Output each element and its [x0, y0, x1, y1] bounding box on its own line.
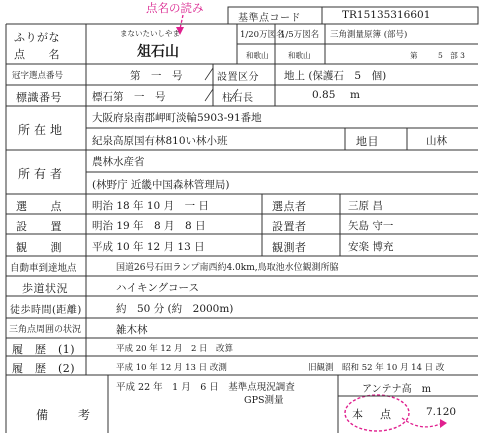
hist1-value: 平成 20 年 12 月 2 日 改算	[116, 344, 234, 354]
remarks-line1: 平成 22 年 1 月 6 日 基準点現況調査	[116, 382, 295, 393]
land-value: 山林	[426, 135, 447, 147]
remarks-label: 備 考	[36, 408, 93, 422]
time-value: 約 50 分 (約 2000m)	[116, 303, 234, 315]
location-line2: 紀泉高原国有林810い林小班	[92, 135, 228, 147]
sign-label: 標識番号	[16, 91, 62, 104]
setup-person-label: 設置者	[272, 220, 307, 233]
furigana-label: ふりがな	[14, 31, 60, 44]
select-date: 明治 18 年 10 月 一 日	[92, 200, 209, 212]
owner-line2: (林野庁 近畿中国森林管理局)	[92, 179, 230, 191]
owner-label: 所有者	[18, 167, 67, 181]
antenna-label: アンテナ高 m	[362, 384, 432, 395]
install-label: 設置区分	[217, 72, 259, 83]
map20-label: 1/20万図名	[240, 30, 285, 40]
location-label: 所在地	[18, 123, 67, 137]
select-person: 三原 昌	[348, 200, 383, 212]
walk-value: ハイキングコース	[116, 282, 199, 294]
setup-person: 矢島 守一	[348, 220, 394, 232]
crown-value: 第 一 号	[130, 70, 183, 82]
veg-label: 三角点周囲の状況	[9, 325, 82, 335]
hist1-label: 履 歴 (1)	[12, 343, 76, 356]
pillar-unit: m	[350, 89, 360, 101]
map5-value: 和歌山	[288, 51, 311, 60]
crown-label: 冠字選点番号	[12, 71, 64, 81]
select-person-label: 選点者	[272, 200, 307, 213]
base-point-label: 本 点	[352, 408, 394, 421]
location-line1: 大阪府泉南郡岬町淡輪5903-91番地	[92, 112, 262, 124]
point-name: 俎石山	[137, 44, 179, 60]
hist2-value: 平成 10 年 12 月 13 日 改測	[116, 363, 227, 373]
time-label: 徒歩時間(距離)	[10, 305, 82, 316]
hist2-extra: 旧観測 昭和 52 年 10 月 14 日 改	[308, 363, 445, 373]
land-label: 地目	[356, 135, 379, 148]
observe-person-label: 観測者	[272, 241, 307, 254]
veg-value: 雑木林	[116, 324, 148, 336]
pillar-label: 柱石長	[222, 93, 254, 104]
car-label: 自動車到達地点	[10, 263, 77, 274]
install-value: 地上 (保護石 5 個)	[284, 70, 387, 82]
select-label: 選 点	[16, 200, 62, 213]
ref-code-value: TR15135316601	[342, 9, 431, 21]
remarks-line2: GPS測量	[244, 395, 284, 406]
point-name-label: 点 名	[14, 48, 60, 61]
survey-label: 三角測量原簿 (部号)	[330, 30, 408, 40]
setup-date: 明治 19 年 8 月 8 日	[92, 220, 206, 232]
hist2-label: 履 歴 (2)	[12, 362, 76, 375]
ref-code-label: 基準点コード	[238, 13, 301, 24]
observe-person: 安楽 博充	[348, 241, 394, 253]
map20-value: 和歌山	[246, 51, 269, 60]
sign-value: 標石第 一 号	[92, 91, 166, 103]
map5-label: 1/5万図名	[280, 30, 320, 40]
point-reading: まないたいしやま	[120, 29, 180, 38]
owner-line1: 農林水産省	[92, 156, 145, 168]
observe-date: 平成 10 年 12 月 13 日	[92, 241, 205, 253]
survey-num: 第	[410, 51, 418, 60]
pillar-value: 0.85	[312, 89, 336, 101]
reading-annotation-label: 点名の読み	[146, 1, 204, 15]
setup-label: 設 置	[16, 220, 62, 233]
survey-part: 5 部 3	[438, 51, 465, 60]
base-point-value: 7.120	[426, 406, 457, 418]
observe-label: 観 測	[16, 241, 62, 254]
car-value: 国道26号石田ランプ南西約4.0km,鳥取池水位観測所脇	[116, 263, 339, 273]
walk-label: 歩道状況	[22, 282, 68, 295]
